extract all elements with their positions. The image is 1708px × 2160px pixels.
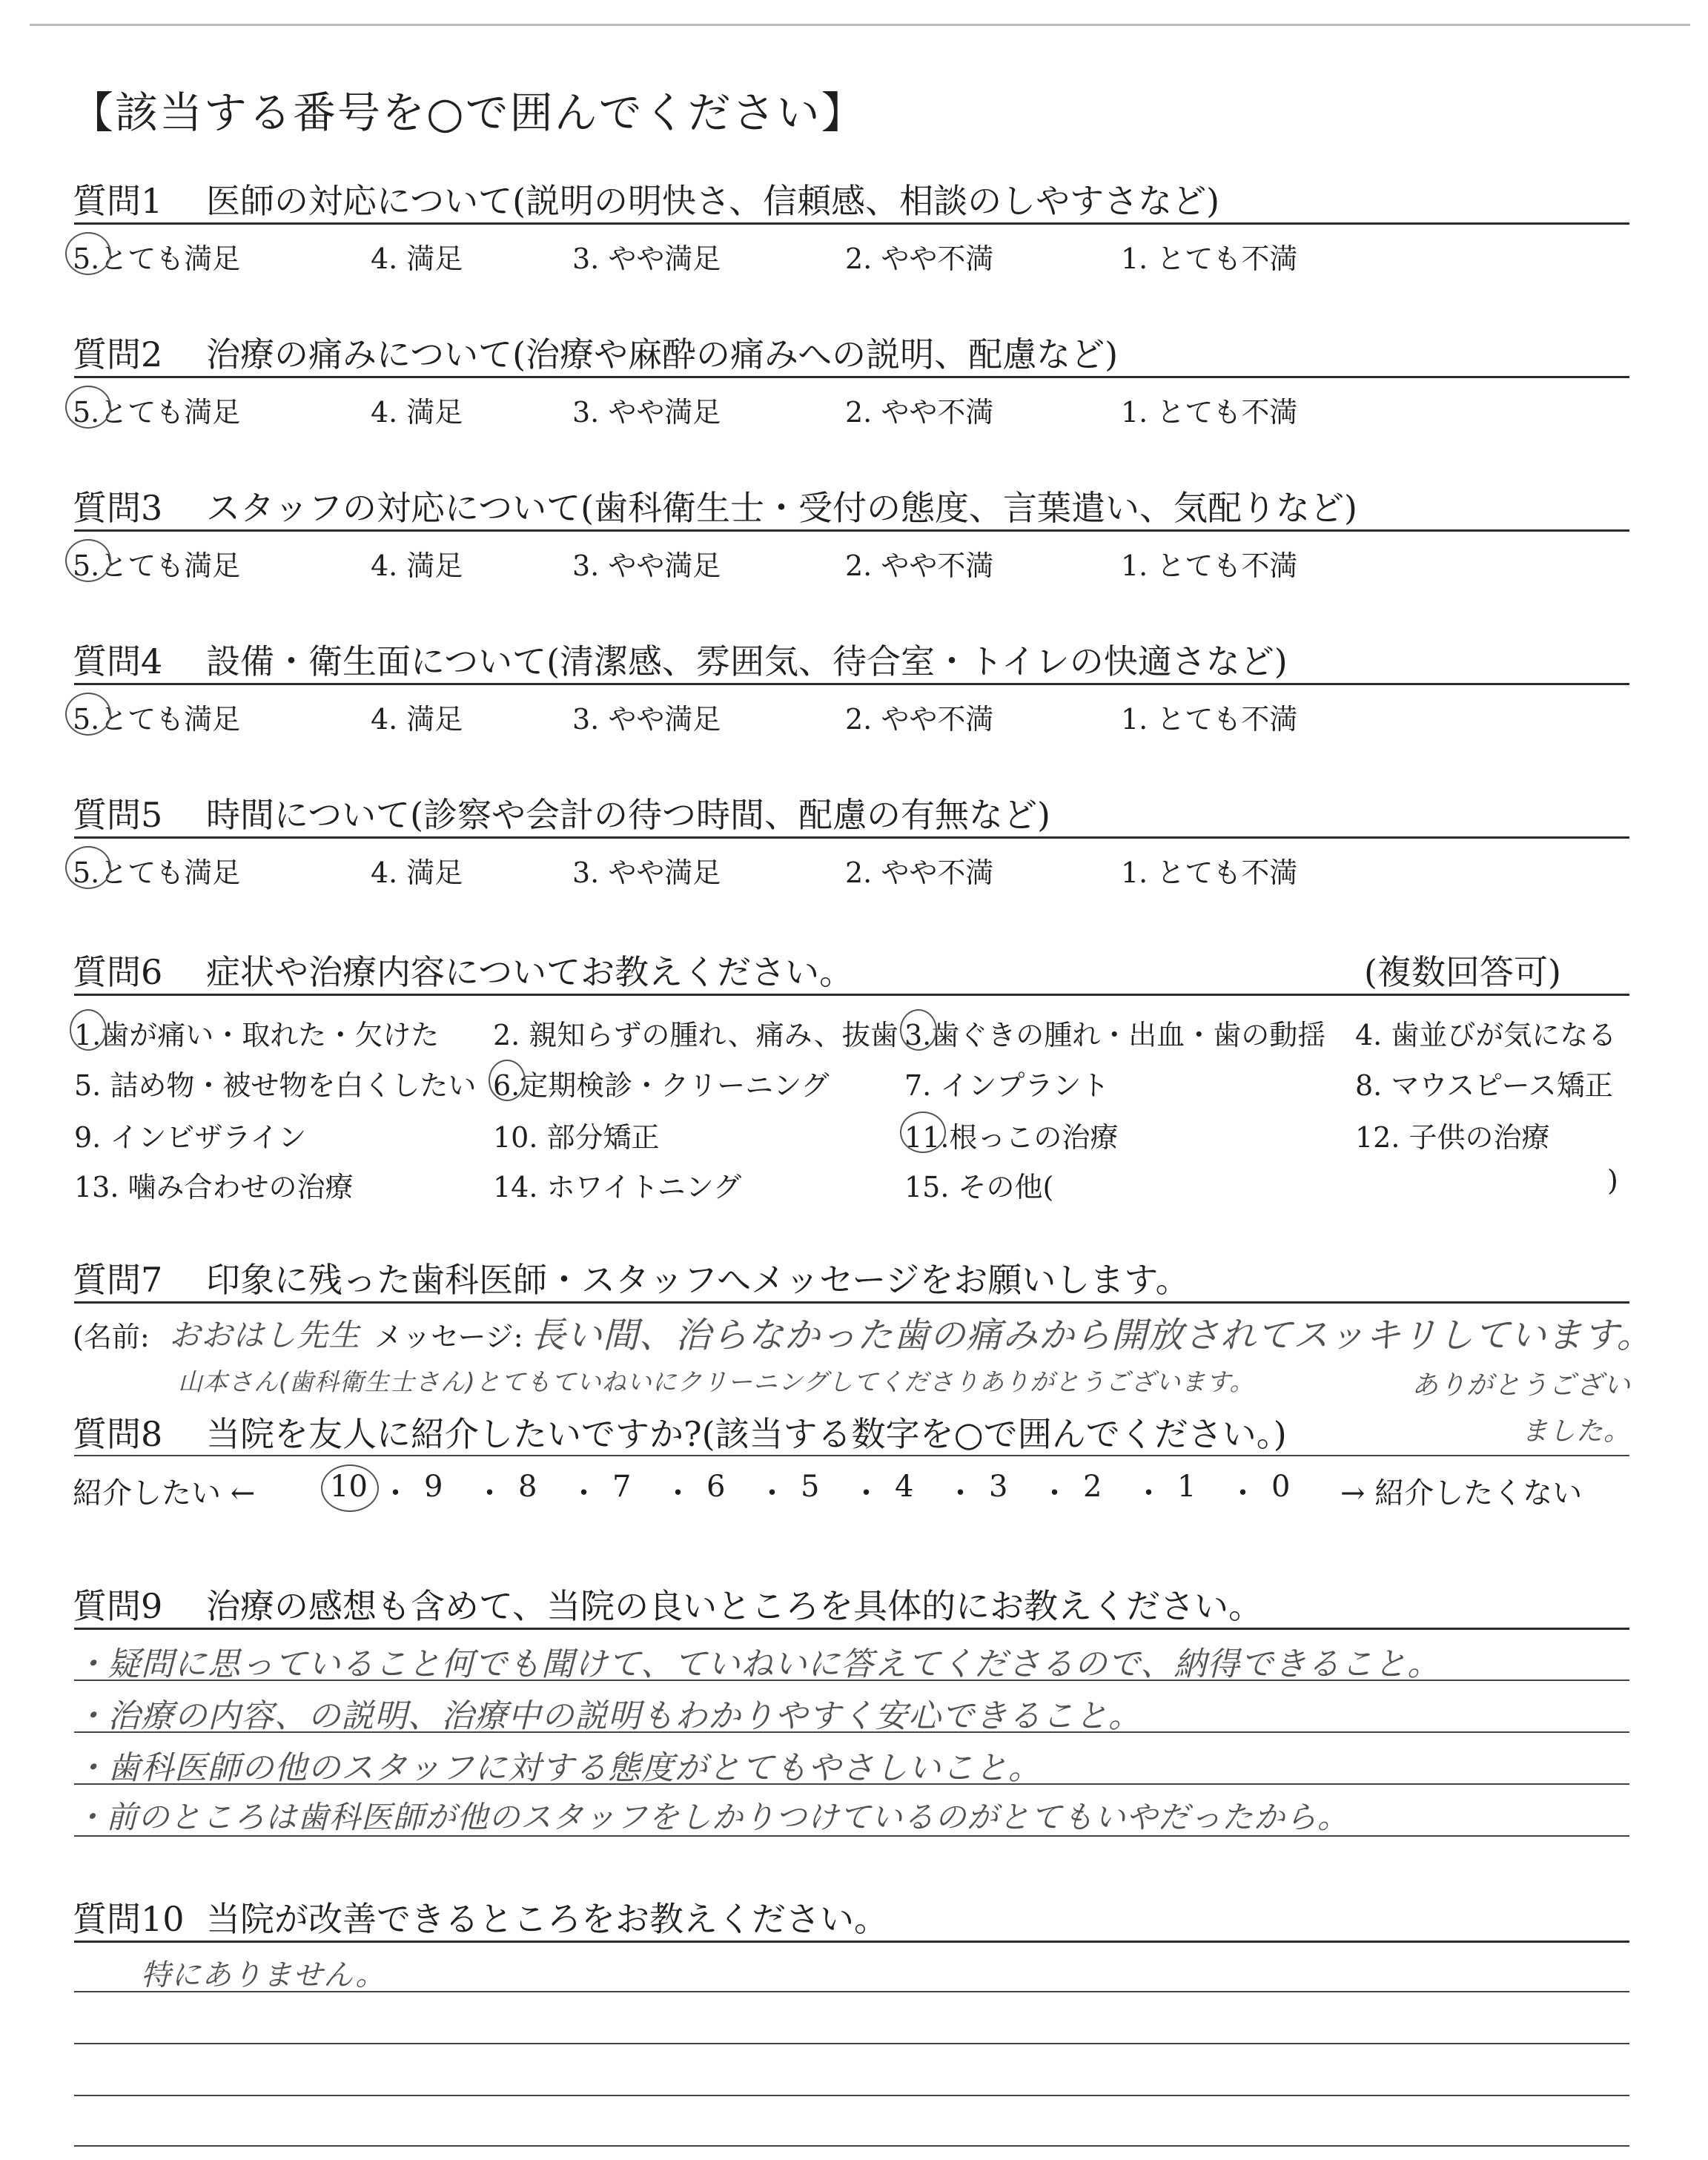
- q9-answer-4: ・前のところは歯科医師が他のスタッフをしかりつけているのがとてもいやだったから。: [74, 1799, 1350, 1835]
- q8-scale-0[interactable]: 0: [1271, 1470, 1291, 1504]
- q2-selected-circle: [65, 386, 111, 429]
- q7-rule: [74, 1301, 1629, 1304]
- q8-scale-separator: ・: [380, 1476, 411, 1510]
- q4-option-2[interactable]: 2. やや不満: [845, 703, 994, 736]
- q9-text: 治療の感想も含めて、当院の良いところを具体的にお教えください。: [206, 1586, 1263, 1626]
- q10-label: 質問10: [73, 1899, 185, 1939]
- q3-label: 質問3: [73, 488, 163, 528]
- q10-line-2: [74, 2043, 1629, 2044]
- q8-scale-separator: ・: [1133, 1476, 1164, 1510]
- q6-text: 症状や治療内容についてお教えください。: [206, 952, 854, 992]
- q2-text: 治療の痛みについて(治療や麻酔の痛みへの説明、配慮など): [206, 334, 1119, 374]
- q4-label: 質問4: [73, 641, 163, 681]
- q6-option-4[interactable]: 4. 歯並びが気になる: [1355, 1019, 1617, 1051]
- q7-name-label: (名前:: [73, 1321, 150, 1353]
- q7-message-line2: 山本さん(歯科衛生士さん)とてもていねいにクリーニングしてくださりありがとうございます。: [178, 1367, 1255, 1396]
- q8-scale-4[interactable]: 4: [895, 1470, 914, 1504]
- q8-left-label: 紹介したい ←: [73, 1476, 256, 1510]
- q8-scale-separator: ・: [945, 1476, 976, 1510]
- q10-answer: 特にありません。: [141, 1958, 386, 1992]
- q6-option-7[interactable]: 7. インプラント: [904, 1069, 1110, 1102]
- q8-scale-7[interactable]: 7: [612, 1470, 632, 1504]
- q2-rule: [74, 376, 1629, 378]
- q9-answer-1: ・疑問に思っていること何でも聞けて、ていねいに答えてくださるので、納得できること。: [74, 1645, 1441, 1683]
- q3-text: スタッフの対応について(歯科衛生士・受付の態度、言葉遣い、気配りなど): [206, 488, 1357, 528]
- q8-scale-separator: ・: [474, 1476, 505, 1510]
- q8-scale-separator: ・: [663, 1476, 693, 1510]
- q2-option-2[interactable]: 2. やや不満: [845, 396, 994, 429]
- q2-option-3[interactable]: 3. やや満足: [572, 396, 721, 429]
- q3-selected-circle: [65, 539, 111, 582]
- q4-text: 設備・衛生面について(清潔感、雰囲気、待合室・トイレの快適さなど): [206, 641, 1288, 681]
- q8-scale-separator: ・: [851, 1476, 881, 1510]
- q8-scale-2[interactable]: 2: [1083, 1470, 1102, 1504]
- q3-option-4[interactable]: 4. 満足: [371, 549, 463, 582]
- q8-rule: [74, 1455, 1629, 1456]
- q6-option-11[interactable]: 11.根っこの治療: [904, 1121, 1119, 1154]
- q8-scale-9[interactable]: 9: [424, 1470, 443, 1504]
- q3-rule: [74, 529, 1629, 532]
- q5-text: 時間について(診察や会計の待つ時間、配慮の有無など): [206, 795, 1050, 835]
- q3-option-1[interactable]: 1. とても不満: [1121, 549, 1298, 582]
- q8-scale-separator: ・: [1228, 1476, 1258, 1510]
- q6-option-6[interactable]: 6.定期検診・クリーニング: [493, 1069, 830, 1102]
- q6-rule: [74, 994, 1629, 996]
- q8-scale-separator: ・: [757, 1476, 787, 1510]
- q1-rule: [74, 222, 1629, 225]
- q6-other-close[interactable]: ): [1607, 1164, 1618, 1197]
- q10-line-4: [74, 2145, 1629, 2147]
- q8-label: 質問8: [73, 1414, 163, 1454]
- q1-selected-circle: [65, 232, 111, 275]
- q4-option-1[interactable]: 1. とても不満: [1121, 703, 1298, 736]
- q2-option-5[interactable]: 5.とても満足: [73, 396, 241, 429]
- q8-right-label: → 紹介したくない: [1340, 1476, 1583, 1510]
- q8-scale-1[interactable]: 1: [1177, 1470, 1196, 1504]
- q6-note: (複数回答可): [1364, 952, 1561, 992]
- form-header: 【該当する番号を○で囲んでください】: [70, 87, 866, 138]
- q1-option-4[interactable]: 4. 満足: [371, 242, 463, 275]
- q6-option-15[interactable]: 15. その他(: [904, 1171, 1054, 1203]
- q8-scale-separator: ・: [569, 1476, 599, 1510]
- q6-selected-circle-11: [900, 1112, 946, 1153]
- q4-rule: [74, 683, 1629, 685]
- q4-option-3[interactable]: 3. やや満足: [572, 703, 721, 736]
- q9-answer-2: ・治療の内容、の説明、治療中の説明もわかりやすく安心できること。: [74, 1697, 1142, 1735]
- q5-option-5[interactable]: 5.とても満足: [73, 856, 241, 889]
- q4-selected-circle: [65, 693, 111, 736]
- q6-option-9[interactable]: 9. インビザライン: [74, 1121, 307, 1154]
- q2-option-1[interactable]: 1. とても不満: [1121, 396, 1298, 429]
- q6-option-13[interactable]: 13. 噛み合わせの治療: [74, 1171, 354, 1203]
- q7-message-label: メッセージ:: [374, 1321, 523, 1353]
- q3-option-2[interactable]: 2. やや不満: [845, 549, 994, 582]
- q5-selected-circle: [65, 846, 111, 889]
- q8-scale-separator: ・: [1039, 1476, 1070, 1510]
- q6-option-8[interactable]: 8. マウスピース矯正: [1355, 1069, 1613, 1102]
- q1-option-2[interactable]: 2. やや不満: [845, 242, 994, 275]
- q7-name-value: おおはし先生: [169, 1317, 361, 1353]
- q6-label: 質問6: [73, 952, 163, 992]
- q4-option-5[interactable]: 5.とても満足: [73, 703, 241, 736]
- q6-selected-circle-1: [70, 1009, 107, 1051]
- q4-option-4[interactable]: 4. 満足: [371, 703, 463, 736]
- q6-option-10[interactable]: 10. 部分矯正: [493, 1121, 660, 1154]
- q8-scale-3[interactable]: 3: [989, 1470, 1008, 1504]
- q1-option-3[interactable]: 3. やや満足: [572, 242, 721, 275]
- q3-option-3[interactable]: 3. やや満足: [572, 549, 721, 582]
- q5-option-2[interactable]: 2. やや不満: [845, 856, 994, 889]
- q10-text: 当院が改善できるところをお教えください。: [206, 1899, 888, 1939]
- q5-label: 質問5: [73, 795, 163, 835]
- q1-option-5[interactable]: 5.とても満足: [73, 242, 241, 275]
- q9-rule: [74, 1628, 1629, 1630]
- q8-scale-10[interactable]: 10: [330, 1470, 368, 1504]
- q6-option-1[interactable]: 1.歯が痛い・取れた・欠けた: [74, 1019, 440, 1051]
- q6-option-3[interactable]: 3.歯ぐきの腫れ・出血・歯の動揺: [904, 1019, 1326, 1051]
- q7-message-line1: 長い間、治らなかった歯の痛みから開放されてスッキリしています。: [530, 1315, 1653, 1356]
- q1-text: 医師の対応について(説明の明快さ、信頼感、相談のしやすさなど): [206, 181, 1220, 221]
- q6-option-5[interactable]: 5. 詰め物・被せ物を白くしたい: [74, 1069, 477, 1102]
- q5-option-1[interactable]: 1. とても不満: [1121, 856, 1298, 889]
- q9-answer-3: ・歯科医師の他のスタッフに対する態度がとてもやさしいこと。: [74, 1749, 1042, 1787]
- q1-option-1[interactable]: 1. とても不満: [1121, 242, 1298, 275]
- q1-label: 質問1: [73, 181, 163, 221]
- q2-label: 質問2: [73, 334, 163, 374]
- q6-option-2[interactable]: 2. 親知らずの腫れ、痛み、抜歯: [493, 1019, 898, 1051]
- q7-label: 質問7: [73, 1260, 163, 1300]
- q6-selected-circle-3: [900, 1009, 937, 1051]
- q8-text: 当院を友人に紹介したいですか?(該当する数字を○で囲んでください。): [206, 1414, 1287, 1454]
- q8-selected-circle: [321, 1464, 379, 1512]
- q2-option-4[interactable]: 4. 満足: [371, 396, 463, 429]
- q9-label: 質問9: [73, 1586, 163, 1626]
- q3-option-5[interactable]: 5.とても満足: [73, 549, 241, 582]
- q8-scale-8[interactable]: 8: [518, 1470, 537, 1504]
- q7-message-line3: ありがとうございました。: [1411, 1370, 1631, 1447]
- q5-option-4[interactable]: 4. 満足: [371, 856, 463, 889]
- q10-line-3: [74, 2095, 1629, 2096]
- q6-option-14[interactable]: 14. ホワイトニング: [493, 1171, 742, 1203]
- q10-rule: [74, 1941, 1629, 1943]
- q8-scale-5[interactable]: 5: [801, 1470, 820, 1504]
- top-border: [30, 24, 1690, 26]
- q6-selected-circle-6: [489, 1060, 526, 1101]
- q6-option-12[interactable]: 12. 子供の治療: [1355, 1121, 1550, 1154]
- q7-text: 印象に残った歯科医師・スタッフへメッセージをお願いします。: [206, 1260, 1190, 1300]
- q8-scale-6[interactable]: 6: [706, 1470, 726, 1504]
- q5-rule: [74, 836, 1629, 839]
- q5-option-3[interactable]: 3. やや満足: [572, 856, 721, 889]
